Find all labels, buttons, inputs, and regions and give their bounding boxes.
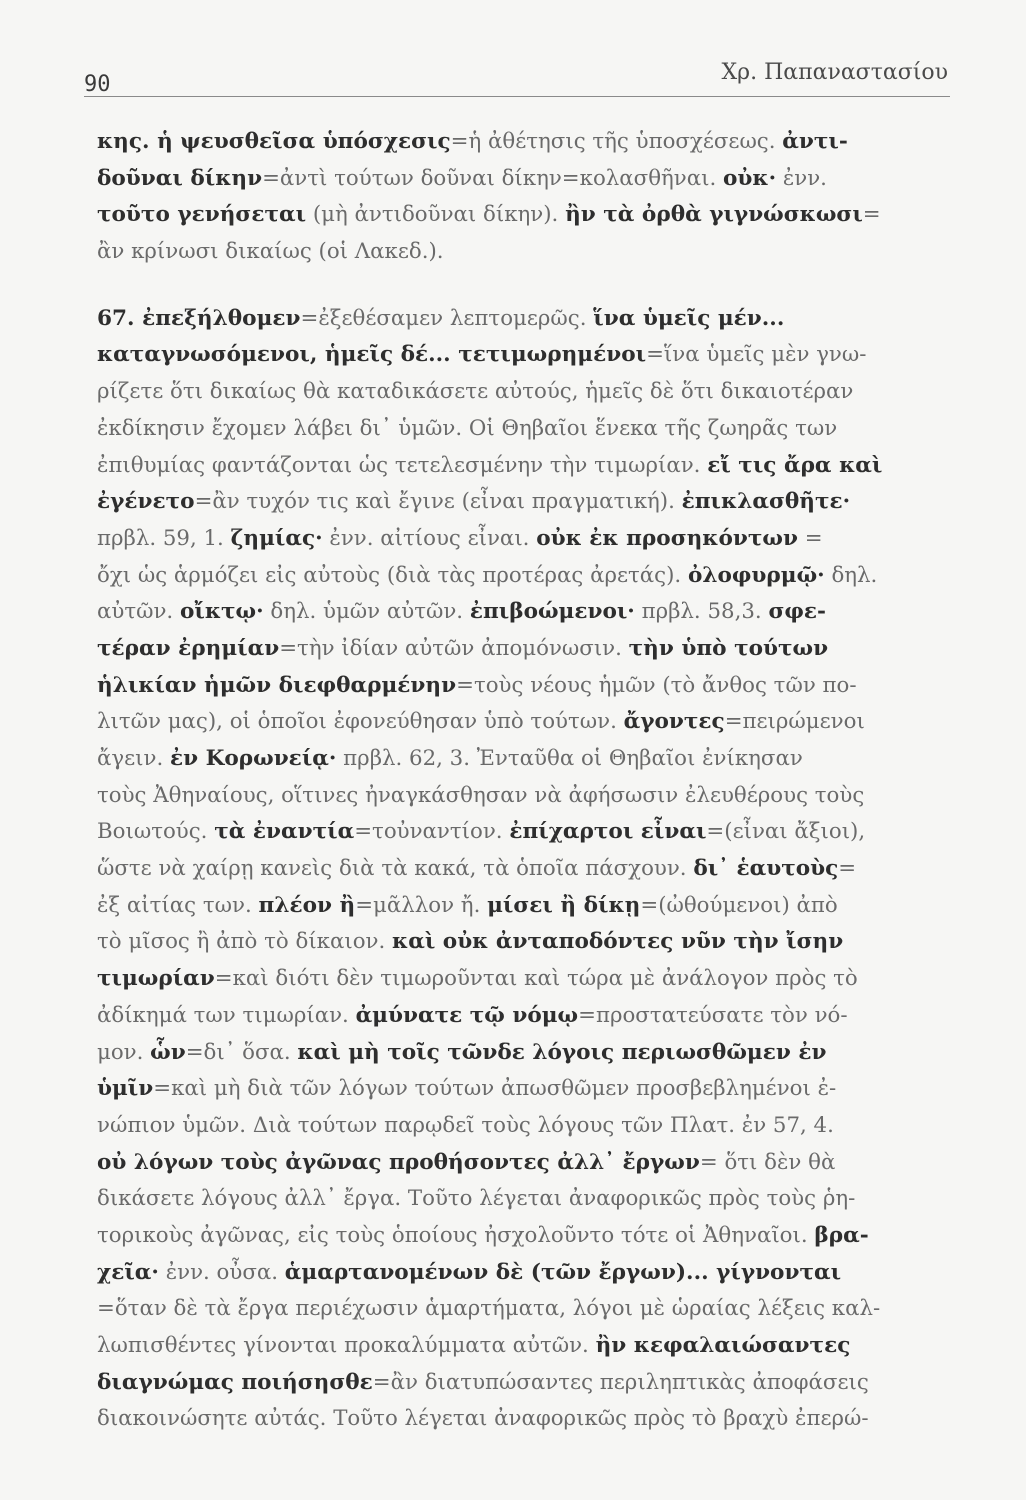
lemma-term: οὐ λόγων τοὺς ἀγῶνας προθήσοντες ἀλλ᾽ ἔργων — [97, 1149, 700, 1175]
gloss-text: ἂν κρίνωσι δικαίως (οἱ Λακεδ.). — [97, 239, 444, 265]
gloss-text: διακοινώσητε αὐτάς. Τοῦτο λέγεται ἀναφορικῶς πρὸς τὸ βραχὺ ἐπερώ- — [97, 1406, 869, 1432]
gloss-text: =τοὐναντίον. — [354, 819, 510, 845]
text-line — [97, 1071, 965, 1108]
gloss-text: τορικοὺς ἀγῶνας, εἰς τοὺς ὁποίους ἠσχολοῦντο τότε οἱ Ἀθηναῖοι. — [97, 1222, 815, 1248]
text-line — [97, 374, 965, 411]
text-line — [97, 234, 965, 271]
text-line — [97, 778, 965, 815]
gloss-text: =τὴν ἰδίαν αὐτῶν ἀπομόνωσιν. — [279, 635, 629, 661]
lemma-term: δοῦναι δίκην — [97, 165, 263, 191]
gloss-text: τὸ μῖσος ἢ ἀπὸ τὸ δίκαιον. — [97, 929, 393, 955]
lemma-term: τέραν ἐρημίαν — [97, 635, 280, 661]
gloss-text: (μὴ ἀντιδοῦναι δίκην). — [306, 202, 566, 228]
gloss-text: =προστατεύσατε τὸν νό- — [578, 1002, 848, 1028]
gloss-text: νώπιον ὑμῶν. Διὰ τούτων παρῳδεῖ τοὺς λόγους τῶν Πλατ. ἐν 57, 4. — [97, 1112, 834, 1138]
text-line — [97, 851, 965, 888]
lemma-term: ἐν Κορωνείᾳ· — [169, 746, 337, 771]
page-number: 90 — [84, 72, 111, 97]
lemma-term: χεῖα· — [97, 1259, 159, 1285]
paragraph-gap — [97, 271, 965, 301]
lemma-term: ἡ ψευσθεῖσα ὑπόσχεσις — [157, 129, 451, 154]
text-line — [97, 1365, 965, 1402]
lemma-term: βρα- — [814, 1222, 869, 1248]
lemma-term: ἡλικίαν ἡμῶν διεφθαρμένην — [97, 672, 457, 698]
text-line — [97, 1401, 965, 1438]
lemma-term: ἵνα ὑμεῖς μέν... — [593, 305, 785, 331]
lemma-term: ὑμῖν — [97, 1076, 154, 1102]
gloss-text: ἐνν. οὖσα. — [158, 1259, 285, 1285]
text-line — [97, 197, 965, 234]
text-line — [97, 1255, 965, 1292]
text-line — [97, 301, 965, 338]
text-line — [97, 161, 965, 198]
gloss-text: ἐξ αἰτίας των. — [97, 892, 259, 918]
lemma-term: οὐκ ἐκ προσηκόντων — [536, 525, 798, 551]
lemma-term: 67. ἐπεξήλθομεν — [97, 305, 301, 331]
text-line — [97, 1181, 965, 1218]
gloss-text: = ὅτι δὲν θὰ — [699, 1149, 836, 1175]
lemma-term: ἐπίχαρτοι εἶναι — [509, 819, 707, 845]
text-line — [97, 448, 965, 485]
lemma-term: ὧν — [150, 1039, 186, 1065]
gloss-text: δικάσετε λόγους ἀλλ᾽ ἔργα. Τοῦτο λέγεται ἀναφορικῶς πρὸς τοὺς ῥη- — [97, 1186, 856, 1212]
text-line — [97, 1218, 965, 1255]
gloss-text: ὄχι ὡς ἁρμόζει εἰς αὐτοὺς (διὰ τὰς προτέρας ἀρετάς). — [97, 562, 688, 588]
lemma-term: οὐκ· — [723, 165, 777, 191]
lemma-term: καὶ οὐκ ἀνταποδόντες νῦν τὴν ἴσην — [392, 929, 844, 955]
text-line — [97, 998, 965, 1035]
text-line — [97, 411, 965, 448]
gloss-text: =ἐξεθέσαμεν λεπτομερῶς. — [300, 305, 594, 331]
gloss-text: =ἀντὶ τούτων δοῦναι δίκην=κολασθῆναι. — [262, 165, 723, 191]
gloss-text: ὥστε νὰ χαίρῃ κανεὶς διὰ τὰ κακά, τὰ ὁποῖα πάσχουν. — [97, 856, 694, 882]
commentary-text — [97, 124, 965, 1438]
gloss-text: δηλ. ὑμῶν αὐτῶν. — [263, 599, 470, 625]
text-line — [97, 124, 965, 161]
lemma-term: πλέον ἢ — [258, 892, 356, 918]
text-line — [97, 741, 965, 778]
gloss-text: λιτῶν μας), οἱ ὁποῖοι ἐφονεύθησαν ὑπὸ τούτων. — [97, 709, 624, 735]
gloss-text: μον. — [97, 1039, 151, 1065]
gloss-text: πρβλ. 59, 1. — [97, 525, 231, 551]
lemma-term: ἐπιβοώμενοι· — [469, 599, 635, 625]
lemma-term: ἁμαρτανομένων δὲ (τῶν ἔργων)... γίγνονται — [284, 1259, 842, 1285]
gloss-text: ἀδίκημά των τιμωρίαν. — [97, 1002, 356, 1028]
text-line — [97, 1328, 965, 1365]
gloss-text: ἐνν. — [776, 165, 827, 191]
text-line — [97, 704, 965, 741]
gloss-text: ἐνν. αἰτίους εἶναι. — [322, 525, 537, 551]
gloss-text: =ἂν τυχόν τις καὶ ἔγινε (εἶναι πραγματική). — [194, 489, 682, 515]
page-header — [84, 52, 950, 97]
gloss-text: =καὶ διότι δὲν τιμωροῦνται καὶ τώρα μὲ ἀνάλογον πρὸς τὸ — [214, 966, 858, 992]
lemma-term: εἴ τις ἄρα καὶ — [707, 452, 883, 478]
lemma-term: δι᾽ ἑαυτοὺς — [693, 856, 839, 882]
gloss-text: Βοιωτούς. — [97, 819, 215, 845]
lemma-term: ἐπικλασθῆτε· — [681, 489, 851, 515]
lemma-term: μίσει ἢ δίκῃ — [487, 892, 641, 918]
gloss-text: ἐπιθυμίας φαντάζονται ὡς τετελεσμένην τὴν τιμωρίαν. — [97, 452, 708, 478]
gloss-text: =τοὺς νέους ἡμῶν (τὸ ἄνθος τῶν πο- — [456, 672, 857, 698]
lemma-term: τιμωρίαν — [97, 966, 215, 992]
gloss-text: = — [838, 856, 857, 882]
lemma-term: ἢν κεφαλαιώσαντες — [595, 1333, 851, 1358]
text-line — [97, 814, 965, 851]
lemma-term: τὴν ὑπὸ τούτων — [628, 635, 829, 661]
gloss-text: δηλ. — [824, 562, 878, 588]
text-line — [97, 337, 965, 374]
gloss-text: =ἵνα ὑμεῖς μὲν γνω- — [646, 342, 867, 368]
gloss-text: =ἂν διατυπώσαντες περιληπτικὰς ἀποφάσεις — [372, 1369, 869, 1395]
text-line — [97, 1145, 965, 1182]
text-line — [97, 961, 965, 998]
text-line — [97, 631, 965, 668]
gloss-text: =(εἶναι ἄξιοι), — [706, 819, 866, 845]
gloss-text: =πειρώμενοι — [724, 709, 865, 735]
gloss-text: ἄγειν. — [97, 746, 170, 771]
text-line — [97, 484, 965, 521]
gloss-text: =(ὠθούμενοι) ἀπὸ — [640, 892, 838, 918]
lemma-term: ζημίας· — [230, 525, 323, 551]
text-line — [97, 594, 965, 631]
lemma-term: καταγνωσόμενοι, ἡμεῖς δέ... τετιμωρημένοι — [97, 342, 647, 368]
text-line — [97, 1035, 965, 1072]
gloss-text: =καὶ μὴ διὰ τῶν λόγων τούτων ἀπωσθῶμεν προσβεβλημένοι ἐ- — [153, 1076, 837, 1102]
lemma-term: ἀμύνατε τῷ νόμῳ — [355, 1002, 579, 1028]
lemma-term: ἀντι- — [782, 129, 848, 154]
gloss-text: αὐτῶν. — [97, 599, 180, 625]
gloss-text: τοὺς Ἀθηναίους, οἵτινες ἠναγκάσθησαν νὰ ἀφήσωσιν ἐλευθέρους τοὺς — [97, 782, 865, 808]
gloss-text: =ἡ ἀθέτησις τῆς ὑποσχέσεως. — [450, 129, 783, 154]
lemma-term: καὶ μὴ τοῖς τῶνδε λόγοις περιωσθῶμεν ἐν — [297, 1039, 827, 1065]
text-line — [97, 1291, 965, 1328]
lemma-term: οἴκτῳ· — [179, 599, 264, 625]
gloss-text: πρβλ. 62, 3. Ἐνταῦθα οἱ Θηβαῖοι ἐνίκησαν — [336, 746, 803, 771]
gloss-text: =μᾶλλον ἤ. — [355, 892, 488, 918]
text-line — [97, 924, 965, 961]
lemma-term: τὰ ἐναντία — [214, 819, 355, 845]
lemma-term: κης. — [97, 129, 158, 154]
gloss-text: πρβλ. 58,3. — [634, 599, 769, 625]
lemma-term: σφε- — [768, 599, 826, 625]
gloss-text: =δι᾽ ὅσα. — [185, 1039, 298, 1065]
gloss-text: = — [862, 202, 881, 228]
gloss-text: = — [797, 525, 823, 551]
lemma-term: ἢν τὰ ὀρθὰ γιγνώσκωσι — [565, 202, 863, 228]
gloss-text: λωπισθέντες γίνονται προκαλύμματα αὐτῶν. — [97, 1333, 596, 1358]
gloss-text: ἐκδίκησιν ἔχομεν λάβει δι᾽ ὑμῶν. Οἱ Θηβαῖοι ἕνεκα τῆς ζωηρᾶς των — [97, 415, 838, 441]
running-head: Χρ. Παπαναστασίου — [721, 60, 948, 85]
lemma-term: ἄγοντες — [623, 709, 725, 735]
text-line — [97, 558, 965, 595]
gloss-text: =ὅταν δὲ τὰ ἔργα περιέχωσιν ἁμαρτήματα, λόγοι μὲ ὡραίας λέξεις καλ- — [97, 1296, 881, 1322]
lemma-term: διαγνώμας ποιήσησθε — [97, 1369, 373, 1395]
lemma-term: ὀλοφυρμῷ· — [687, 562, 825, 588]
text-line — [97, 1108, 965, 1145]
text-line — [97, 668, 965, 705]
text-line — [97, 521, 965, 558]
lemma-term: ἐγένετο — [97, 489, 195, 515]
lemma-term: τοῦτο γενήσεται — [97, 202, 307, 228]
gloss-text: ρίζετε ὅτι δικαίως θὰ καταδικάσετε αὐτούς, ἡμεῖς δὲ ὅτι δικαιοτέραν — [97, 379, 854, 405]
text-line — [97, 888, 965, 925]
